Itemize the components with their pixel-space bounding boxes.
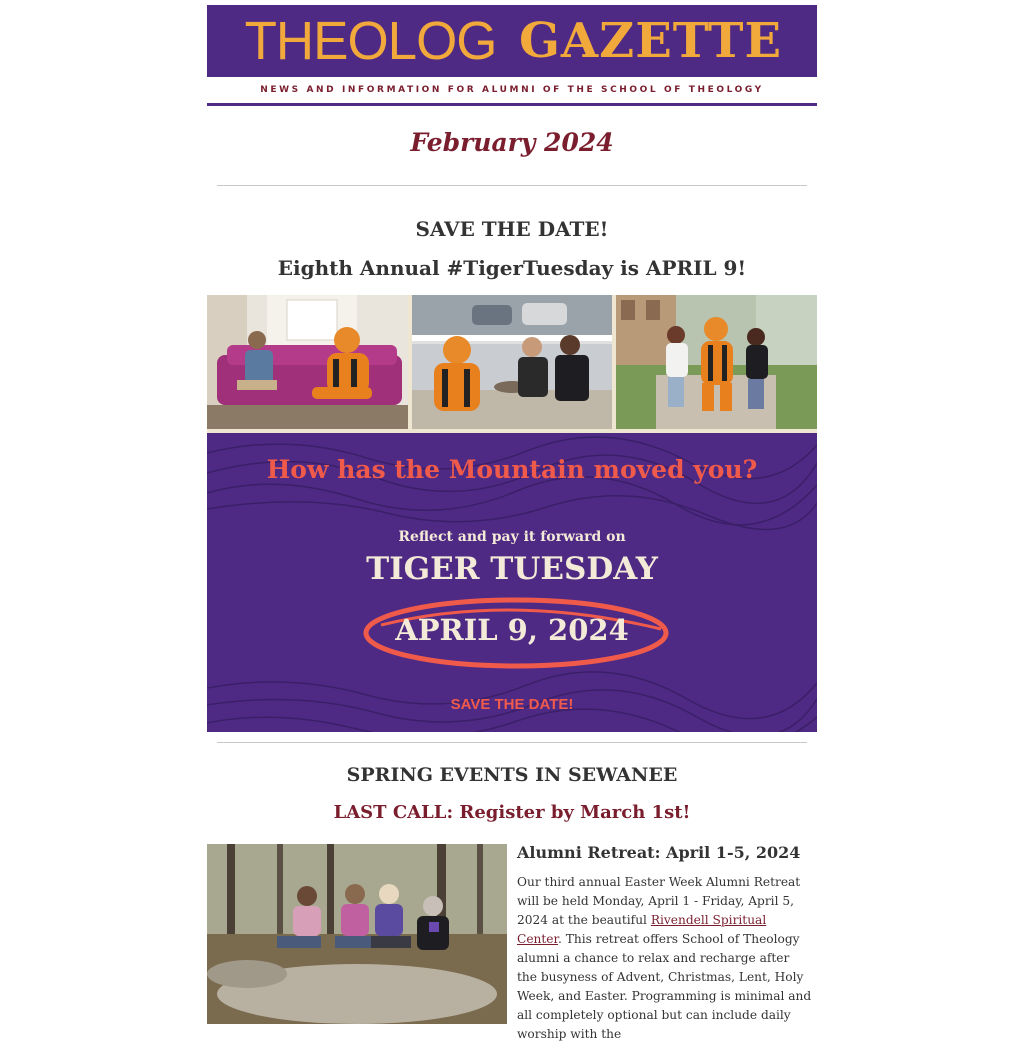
section-divider — [217, 742, 807, 743]
masthead-banner — [207, 5, 817, 77]
retreat-body-intro: Our third annual Easter Week Alumni Retreat will be held Monday, April 1 - Friday, April 5, 2024 at the beautiful — [517, 875, 801, 927]
banner-date: APRIL 9, 2024 — [395, 613, 629, 647]
retreat-body — [517, 873, 813, 1044]
masthead-title — [207, 5, 817, 77]
tiger-tuesday-banner[interactable] — [207, 295, 817, 732]
banner-reflect: Reflect and pay it forward on — [398, 529, 626, 545]
banner-photo-couch — [207, 295, 408, 429]
masthead-title-bold: GAZETTE — [518, 13, 783, 69]
tiger-tuesday-heading: Eighth Annual #TigerTuesday is APRIL 9! — [277, 256, 747, 280]
last-call-heading: LAST CALL: Register by March 1st! — [333, 802, 691, 823]
spring-events-heading: SPRING EVENTS IN SEWANEE — [346, 764, 678, 786]
retreat-photo — [207, 844, 507, 1024]
save-the-date-heading: SAVE THE DATE! — [415, 217, 609, 241]
retreat-heading: Alumni Retreat: April 1-5, 2024 — [517, 843, 801, 862]
banner-question: How has the Mountain moved you? — [266, 455, 758, 484]
masthead-divider — [207, 103, 817, 106]
banner-event-title: TIGER TUESDAY — [366, 551, 658, 587]
banner-photo-porch — [412, 295, 612, 429]
masthead-tagline: NEWS AND INFORMATION FOR ALUMNI OF THE SCHOOL OF THEOLOGY — [260, 85, 764, 95]
masthead-title-light: THEOLOG — [244, 11, 497, 71]
issue-date: February 2024 — [410, 128, 614, 157]
section-divider — [217, 185, 807, 186]
banner-save-the-date: SAVE THE DATE! — [450, 696, 574, 713]
banner-purple-panel — [207, 433, 817, 732]
rivendell-link[interactable]: Rivendell Spiritual Center — [517, 913, 767, 946]
retreat-body-rest: . This retreat offers School of Theology alumni a chance to relax and recharge after the busyness of Advent, Christmas, Lent, Holy Week, and Easter. Programming is minimal and all completely optional but can include daily worship with the — [517, 932, 812, 1041]
banner-photo-walk — [616, 295, 817, 429]
